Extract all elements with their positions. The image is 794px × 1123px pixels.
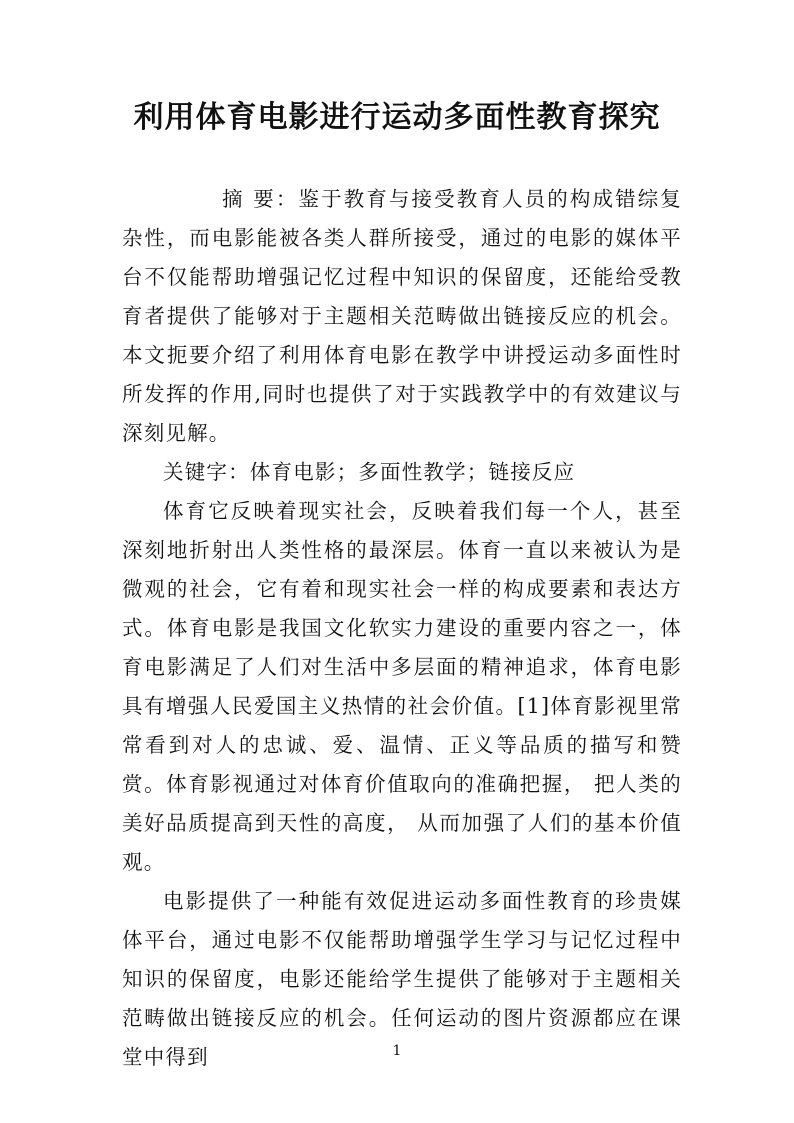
page-number: 1 <box>392 1043 402 1059</box>
keywords-line: 关键字：体育电影；多面性教学；链接反应 <box>163 460 576 484</box>
abstract-paragraph: 摘 要：鉴于教育与接受教育人员的构成错综复杂性，而电影能被各类人群所接受，通过的电影的媒体平台不仅能帮助增强记忆过程中知识的保留度，还能给受教育者提供了能够对于主题相关范畴做出链接反应的机会。本文扼要介绍了利用体育电影在教学中讲授运动多面性时所发挥的作用,同时也提供了对于实践教学中的有效建议与深刻见解。 <box>122 187 682 445</box>
body-paragraph-2: 电影提供了一种能有效促进运动多面性教育的珍贵媒体平台，通过电影不仅能帮助增强学生学习与记忆过程中知识的保留度，电影还能给学生提供了能够对于主题相关范畴做出链接反应的机会。任何运动的图片资源都应在课堂中得到 <box>122 889 682 1069</box>
body-text <box>122 180 682 1077</box>
page-title: 利用体育电影进行运动多面性教育探究 <box>133 100 661 135</box>
body-paragraph-1: 体育它反映着现实社会，反映着我们每一个人，甚至深刻地折射出人类性格的最深层。体育一直以来被认为是微观的社会，它有着和现实社会一样的构成要素和表达方式。体育电影是我国文化软实力建设的重要内容之一，体育电影满足了人们对生活中多层面的精神追求，体育电影具有增强人民爱国主义热情的社会价值。[1]体育影视里常常看到对人的忠诚、爱、温情、正义等品质的描写和赞赏。体育影视通过对体育价值取向的准确把握， 把人类的美好品质提高到天性的高度， 从而加强了人们的基本价值观。 <box>122 499 682 874</box>
